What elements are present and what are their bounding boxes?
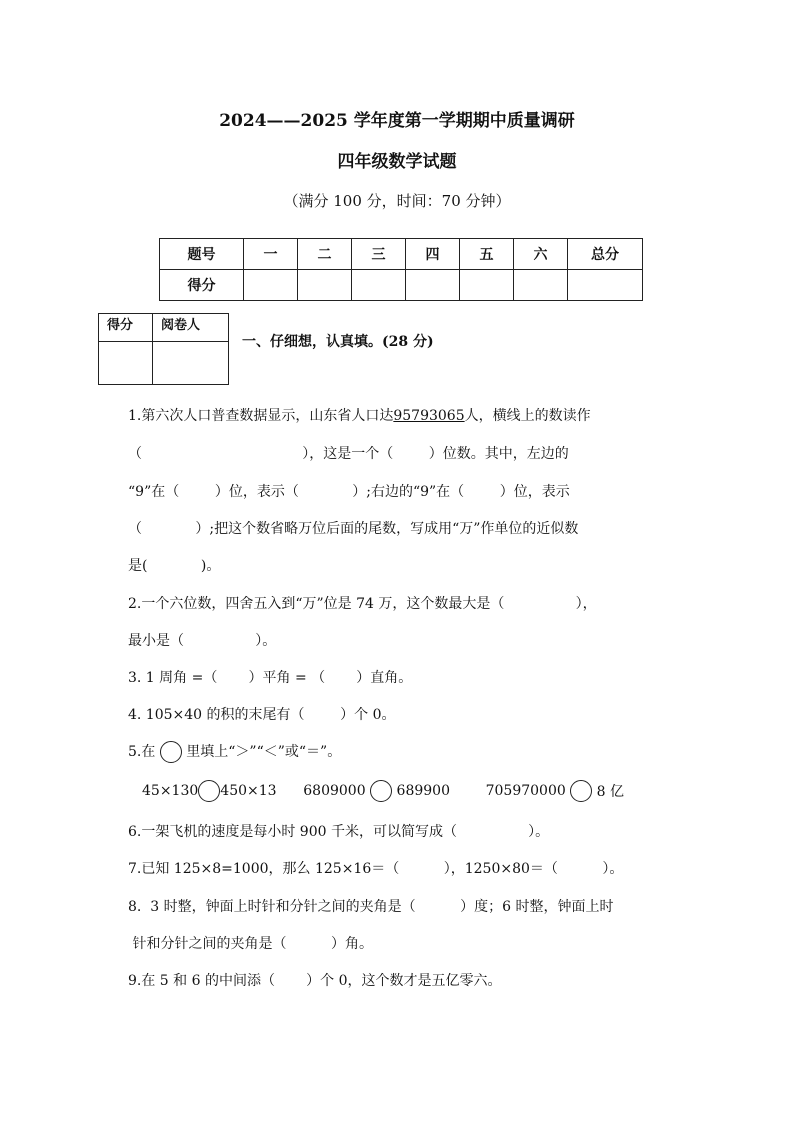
question-8-line-1: 8. 3 时整，钟面上时针和分针之间的夹角是（ ）度；6 时整，钟面上时 — [128, 899, 614, 915]
question-1-line-4: （ ）;把这个数省略万位后面的尾数，写成用“万”作单位的近似数 — [128, 521, 579, 537]
score-table-header-cell: 二 — [298, 239, 352, 270]
score-table-header-cell: 三 — [352, 239, 406, 270]
score-table — [159, 238, 643, 301]
question-6: 6.一架飞机的速度是每小时 900 千米，可以简写成（ ）。 — [128, 824, 550, 840]
score-cell[interactable] — [352, 270, 406, 301]
question-2-line-1: 2.一个六位数，四舍五入到“万”位是 74 万，这个数最大是（ ）， — [128, 596, 597, 612]
exam-title: 2024——2025 学年度第一学期期中质量调研 — [219, 111, 575, 131]
question-1-line-3: “9”在（ ）位，表示（ ）;右边的“9”在（ ）位，表示 — [128, 484, 570, 500]
question-text: 里填上“＞”“＜”或“＝”。 — [186, 744, 342, 760]
grader-reviewer-label: 阅卷人 — [153, 314, 229, 342]
score-table-header-cell: 总分 — [568, 239, 643, 270]
score-table-score-row — [160, 270, 643, 301]
score-table-header-row — [160, 239, 643, 270]
compare-left-value: 45×130 — [142, 783, 199, 799]
score-table-header-cell: 题号 — [160, 239, 244, 270]
exam-subtitle: 四年级数学试题 — [337, 152, 457, 172]
grader-reviewer-cell[interactable] — [153, 342, 229, 385]
compare-right-value: 450×13 — [220, 783, 277, 799]
question-1-line-2: （ ），这是一个（ ）位数。其中，左边的 — [128, 446, 569, 462]
compare-circle[interactable] — [370, 780, 392, 802]
score-cell[interactable] — [568, 270, 643, 301]
question-1-line-5: 是( )。 — [128, 558, 221, 574]
grader-score-label: 得分 — [99, 314, 153, 342]
score-cell[interactable] — [514, 270, 568, 301]
question-5-prompt — [128, 741, 341, 763]
question-5-comparisons — [142, 780, 624, 802]
score-cell[interactable] — [460, 270, 514, 301]
compare-circle[interactable] — [570, 780, 592, 802]
question-text: 5.在 — [128, 744, 156, 760]
score-table-header-cell: 六 — [514, 239, 568, 270]
score-cell[interactable] — [298, 270, 352, 301]
compare-left-value: 6809000 — [303, 783, 366, 799]
exam-info: （满分 100 分，时间：70 分钟） — [283, 192, 511, 210]
population-number: 95793065 — [393, 408, 465, 424]
score-table-header-cell: 一 — [244, 239, 298, 270]
question-8-line-2: 针和分针之间的夹角是（ ）角。 — [128, 936, 373, 952]
question-4: 4. 105×40 的积的末尾有（ ）个 0。 — [128, 707, 396, 723]
compare-right-value: 689900 — [396, 783, 450, 799]
compare-left-value: 705970000 — [485, 783, 566, 799]
score-table-header-cell: 四 — [406, 239, 460, 270]
compare-right-value: 8 亿 — [596, 784, 625, 800]
score-table-label-cell: 得分 — [160, 270, 244, 301]
question-7: 7.已知 125×8=1000，那么 125×16＝（ ），1250×80＝（ ）。 — [128, 861, 624, 877]
question-1-line-1 — [128, 405, 591, 425]
compare-circle[interactable] — [198, 780, 220, 802]
grader-table — [98, 313, 229, 385]
score-table-header-cell: 五 — [460, 239, 514, 270]
question-3: 3. 1 周角 =（ ）平角 = （ ）直角。 — [128, 670, 413, 686]
score-cell[interactable] — [406, 270, 460, 301]
question-text: 人，横线上的数读作 — [464, 408, 591, 424]
score-cell[interactable] — [244, 270, 298, 301]
grader-score-cell[interactable] — [99, 342, 153, 385]
section-heading: 一、仔细想，认真填。(28 分) — [242, 334, 434, 350]
question-text: 1.第六次人口普查数据显示，山东省人口达 — [128, 408, 394, 424]
circle-icon — [160, 741, 182, 763]
question-9: 9.在 5 和 6 的中间添（ ）个 0，这个数才是五亿零六。 — [128, 973, 502, 989]
question-2-line-2: 最小是（ ）。 — [128, 633, 277, 649]
